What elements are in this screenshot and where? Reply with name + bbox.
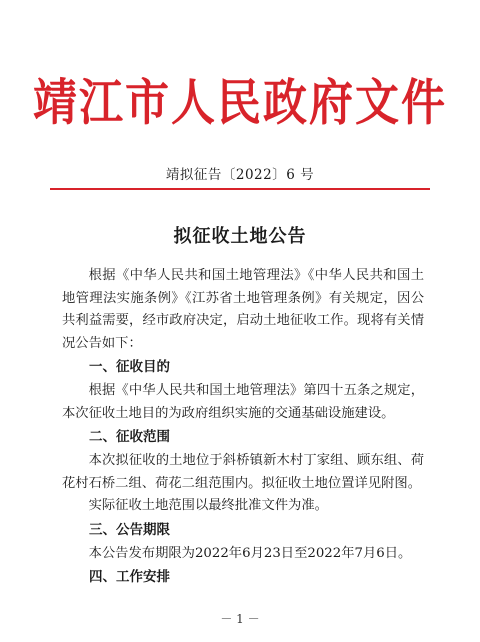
- section-heading-arrangements: 四、工作安排: [89, 569, 170, 585]
- section-heading-scope: 二、征收范围: [89, 429, 170, 445]
- section-body-purpose: 根据《中华人民共和国土地管理法》第四十五条之规定，本次征收土地目的为政府组织实施的交通基础设施建设。: [62, 383, 424, 421]
- document-body: [62, 265, 424, 590]
- section-body-scope: 本次拟征收的土地位于斜桥镇新木村丁家组、顾东组、荷花村石桥二组、荷花二组范围内。拟征收土地位置详见附图。: [62, 453, 424, 491]
- masthead-title: 靖江市人民政府文件: [33, 74, 447, 132]
- section-body-period: 本公告发布期限为2022年6月23日至2022年7月6日。: [88, 545, 412, 561]
- red-separator-rule: [50, 188, 430, 190]
- section-heading-period: 三、公告期限: [89, 521, 170, 538]
- section-body-scope-note: 实际征收土地范围以最终批准文件为准。: [88, 498, 328, 513]
- document-title: 拟征收土地公告: [173, 226, 307, 247]
- section-heading-purpose: 一、征收目的: [89, 359, 170, 375]
- page-number: － 1 －: [220, 612, 260, 626]
- intro-paragraph: 根据《中华人民共和国土地管理法》《中华人民共和国土地管理法实施条例》《江苏省土地管理条例》有关规定，因公共利益需要，经市政府决定，启动土地征收工作。现将有关情况公告如下：: [62, 268, 424, 351]
- document-number: 靖拟征告〔2022〕6 号: [165, 167, 315, 183]
